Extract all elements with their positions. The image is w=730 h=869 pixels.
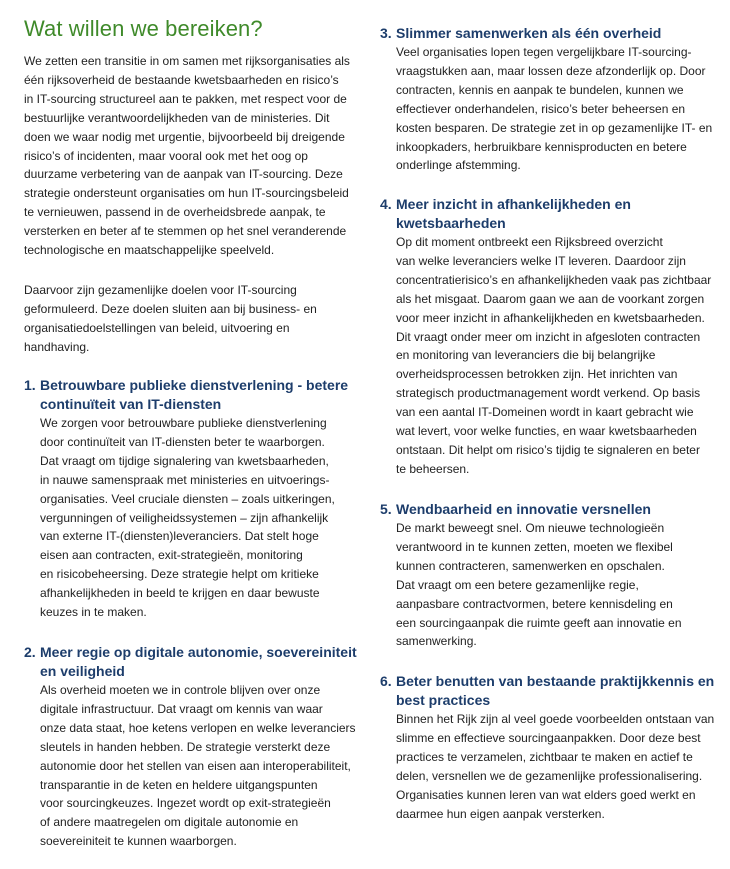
goal-4-body: Op dit moment ontbreekt een Rijksbreed overzicht van welke leveranciers welke IT leveren. Daardoor zijn concentratierisico’s en afhankelijkheden vaak pas zichtbaar als het misgaat. Daarom gaan we aan de voorkant zorgen voor meer inzicht in afhankelijkheden en kwetsbaarheden. Dit vraagt onder meer om inzicht in afgesloten contracten en monitoring van leveranciers die bij belangrijke overheidsprocessen betrokken zijn. Het inrichten van strategisch productmanagement wordt verkend. Op basis van een aantal IT-Domeinen wordt in kaart gebracht wie wat levert, voor welke functies, en waar kwetsbaarheden ontstaan. Dit helpt om risico’s tijdig te signaleren en beter te beheersen.: [396, 235, 712, 476]
goal-3-heading: [380, 24, 720, 43]
goal-3-title: Slimmer samenwerken als één overheid: [396, 25, 662, 41]
goal-6: [380, 672, 720, 823]
goal-2-heading: [24, 643, 369, 681]
goal-5-number: 5.: [380, 501, 392, 517]
goal-5: [380, 500, 720, 651]
goal-4-number: 4.: [380, 196, 392, 212]
goal-1-title: Betrouwbare publieke dienstverlening - betere continuïteit van IT-diensten: [40, 377, 349, 412]
goal-1-number: 1.: [24, 377, 36, 393]
goal-4-heading: [380, 195, 720, 233]
goal-6-heading: [380, 672, 720, 710]
goal-1-heading: [24, 376, 369, 414]
goal-2-title: Meer regie op digitale autonomie, soevereiniteit en veiligheid: [40, 644, 357, 679]
goal-5-heading: [380, 500, 720, 519]
intro-paragraph-1: We zetten een transitie in om samen met rijksorganisaties als één rijksoverheid de bestaande kwetsbaarheden en risico’s in IT-sourcing structureel aan te pakken, met respect voor de bestuurlijke verantwoordelijkheden van de ministeries. Dit doen we waar nodig met urgentie, bijvoorbeeld bij dreigende risico’s of incidenten, maar vooral ook met het oog op duurzame verbetering van de aanpak van IT-sourcing. Deze strategie ondersteunt organisaties om hun IT-sourcingsbeleid te vernieuwen, passend in de overheidsbrede aanpak, te versterken en beter af te stemmen op het snel veranderende technologische en maatschappelijke speelveld.: [24, 54, 350, 258]
goal-1: [24, 376, 369, 622]
goal-1-body: We zorgen voor betrouwbare publieke dienstverlening door continuïteit van IT-diensten beter te waarborgen. Dat vraagt om tijdige signalering van kwetsbaarheden, in nauwe samenspraak met ministeries en uitvoerings- organisaties. Veel cruciale diensten – zoals uitkeringen, vergunningen of veiligheidssystemen – zijn afhankelijk van externe IT-(diensten)leveranciers. Dat stelt hoge eisen aan contracten, exit-strategieën, monitoring en risicobeheersing. Deze strategie helpt om kritieke afhankelijkheden in beeld te krijgen en daar bewuste keuzes in te maken.: [40, 416, 335, 620]
goal-4: [380, 195, 720, 479]
goal-2: [24, 643, 369, 851]
page-title: Wat willen we bereiken?: [24, 16, 263, 41]
goal-2-number: 2.: [24, 644, 36, 660]
goal-2-body: Als overheid moeten we in controle blijven over onze digitale infrastructuur. Dat vraagt om kennis van waar onze data staat, hoe ketens verlopen en welke leveranciers sleutels in handen hebben. De strategie versterkt deze autonomie door het stellen van eisen aan interoperabiliteit, transparantie in de keten en heldere uitgangspunten voor sourcingkeuzes. Ingezet wordt op exit-strategieën of andere maatregelen om digitale autonomie en soevereiniteit te kunnen waarborgen.: [40, 683, 356, 849]
goal-3: [380, 24, 720, 175]
goal-5-body: De markt beweegt snel. Om nieuwe technologieën verantwoord in te kunnen zetten, moeten we flexibel kunnen contracteren, samenwerken en opschalen. Dat vraagt om een betere gezamenlijke regie, aanpasbare contractvormen, betere kennisdeling en een sourcingaanpak die ruimte geeft aan innovatie en samenwerking.: [396, 521, 682, 649]
goal-6-number: 6.: [380, 673, 392, 689]
goal-4-title: Meer inzicht in afhankelijkheden en kwetsbaarheden: [396, 196, 631, 231]
goal-5-title: Wendbaarheid en innovatie versnellen: [396, 501, 651, 517]
goal-3-number: 3.: [380, 25, 392, 41]
goal-6-title: Beter benutten van bestaande praktijkkennis en best practices: [396, 673, 715, 708]
goal-3-body: Veel organisaties lopen tegen vergelijkbare IT-sourcing- vraagstukken aan, maar lossen deze afzonderlijk op. Door contracten, kennis en aanpak te bundelen, kunnen we effectiever onderhandelen, risico’s beter beheersen en kosten besparen. De strategie zet in op gezamenlijke IT- en inkoopkaders, herbruikbare kennisproducten en betere onderlinge afstemming.: [396, 45, 713, 173]
goal-6-body: Binnen het Rijk zijn al veel goede voorbeelden ontstaan van slimme en effectieve sourcingaanpakken. Door deze best practices te verzamelen, zichtbaar te maken en actief te delen, versnellen we de gezamenlijke professionalisering. Organisaties kunnen leren van wat elders goed werkt en daarmee hun eigen aanpak versterken.: [396, 712, 715, 821]
intro-paragraph-2: Daarvoor zijn gezamenlijke doelen voor IT-sourcing geformuleerd. Deze doelen sluiten aan bij business- en organisatiedoelstellingen van beleid, uitvoering en handhaving.: [24, 283, 317, 354]
